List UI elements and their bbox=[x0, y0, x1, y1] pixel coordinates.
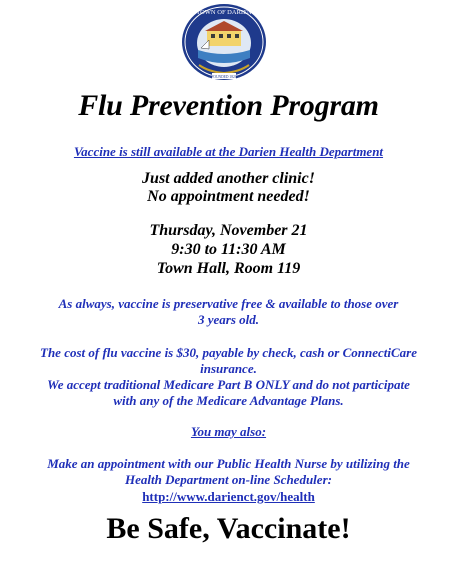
closing-slogan: Be Safe, Vaccinate! bbox=[106, 512, 351, 545]
clinic-added: Just added another clinic! bbox=[142, 170, 315, 187]
cost-line-2: insurance. bbox=[200, 361, 257, 376]
clinic-location: Town Hall, Room 119 bbox=[156, 260, 301, 277]
page-title: Flu Prevention Program bbox=[78, 89, 379, 122]
town-seal-logo bbox=[181, 2, 267, 82]
clinic-time: 9:30 to 11:30 AM bbox=[171, 241, 286, 258]
preservative-line-1: As always, vaccine is preservative free & available to those over bbox=[58, 296, 399, 311]
medicare-line-1: We accept traditional Medicare Part B ONLY and do not participate bbox=[47, 377, 410, 392]
health-scheduler-link[interactable]: http://www.darienct.gov/health bbox=[142, 489, 315, 504]
no-appointment: No appointment needed! bbox=[147, 188, 310, 205]
clinic-date: Thursday, November 21 bbox=[149, 222, 308, 239]
you-may-also-heading: You may also: bbox=[190, 424, 267, 439]
seal-top-text: TOWN OF DARIEN bbox=[196, 9, 252, 16]
appointment-line-1: Make an appointment with our Public Health Nurse by utilizing the bbox=[47, 456, 410, 471]
availability-notice: Vaccine is still available at the Darien Health Department bbox=[73, 144, 384, 159]
cost-line-1: The cost of flu vaccine is $30, payable by check, cash or ConnectiCare bbox=[40, 345, 417, 360]
medicare-line-2: with any of the Medicare Advantage Plans. bbox=[113, 393, 344, 408]
seal-bottom-text: FOUNDED 1820 bbox=[211, 75, 237, 79]
preservative-line-2: 3 years old. bbox=[197, 312, 260, 327]
appointment-line-2: Health Department on-line Scheduler: bbox=[125, 472, 332, 487]
